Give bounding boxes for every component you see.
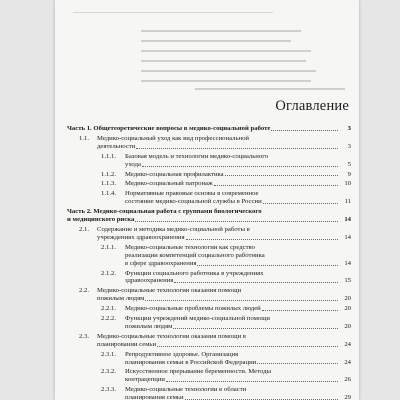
toc-entry-line [101, 315, 351, 323]
toc-entry[interactable] [67, 135, 351, 151]
toc-entry-title: Нормативные правовые основы в современное [125, 190, 259, 198]
book-page [55, 0, 359, 400]
faded-running-header [73, 12, 273, 13]
table-of-contents [67, 98, 351, 400]
faded-line [141, 40, 291, 42]
toc-entry-title: Часть 1. Общетеоретические вопросы в медико-социальной работе [67, 125, 271, 132]
toc-entry-line [67, 216, 351, 224]
toc-entry-line [101, 277, 351, 285]
toc-page-number: 3 [347, 142, 351, 150]
toc-entry[interactable] [67, 244, 351, 268]
toc-entry-number: 2.2. [79, 287, 90, 295]
toc-entry-line [79, 135, 351, 143]
toc-page-number: 14 [344, 216, 351, 224]
toc-leader-dots [225, 175, 338, 176]
toc-page-number: 5 [347, 160, 351, 168]
toc-entry-title: контрацепции [125, 376, 166, 384]
toc-entry-line [101, 260, 351, 268]
toc-entry-title: деятельности [97, 142, 136, 150]
toc-page-number: 9 [347, 170, 351, 178]
toc-entry-line [101, 305, 351, 313]
toc-list [67, 125, 351, 400]
toc-entry[interactable] [67, 315, 351, 331]
toc-entry-line [67, 125, 351, 133]
toc-entry-number: 1.1.3. [101, 180, 117, 188]
toc-entry-line [101, 386, 351, 394]
toc-leader-dots [135, 221, 338, 222]
toc-page-number: 20 [344, 305, 351, 313]
toc-entry-line [79, 341, 351, 349]
toc-entry-title: и медицинского риска [67, 216, 135, 224]
toc-leader-dots [263, 203, 338, 204]
toc-entry-line [101, 153, 351, 161]
toc-entry-title: Часть 2. Медико-социальная работа с группами биологического [67, 208, 262, 216]
toc-entry-title: Функции социального работника в учреждениях [125, 269, 264, 277]
toc-entry-line [79, 287, 351, 295]
toc-title: Оглавление [275, 98, 349, 114]
toc-entry[interactable] [67, 287, 351, 303]
toc-leader-dots [166, 381, 338, 382]
toc-entry-title: учреждениях здравоохранения [97, 233, 185, 241]
toc-entry-line [79, 234, 351, 242]
toc-entry-title: Медико-социальный патронаж [125, 180, 213, 188]
toc-entry-number: 2.3. [79, 332, 90, 340]
toc-entry-title: здравоохранения [125, 277, 174, 285]
toc-leader-dots [214, 185, 338, 186]
toc-entry-line [101, 376, 351, 384]
toc-entry-number: 1.1.1. [101, 152, 117, 160]
toc-entry-line [101, 270, 351, 278]
toc-entry-title: планирования семьи [125, 394, 184, 400]
toc-entry-title: Медико-социальные технологии как средство [125, 243, 256, 251]
toc-entry[interactable] [67, 351, 351, 367]
toc-page-number: 26 [344, 376, 351, 384]
toc-entry-title: состояние медико-социальной службы в России [125, 198, 262, 206]
toc-leader-dots [271, 130, 338, 131]
toc-entry-line [79, 295, 351, 303]
toc-entry-number: 1.1.4. [101, 190, 117, 198]
toc-entry[interactable] [67, 226, 351, 242]
toc-entry-title: ухода [125, 160, 141, 168]
toc-entry-line [101, 368, 351, 376]
toc-entry-title: Репродуктивное здоровье. Организация [125, 350, 239, 358]
faded-line [141, 30, 301, 32]
toc-leader-dots [136, 148, 338, 149]
toc-page-number: 20 [344, 295, 351, 303]
toc-leader-dots [173, 328, 338, 329]
toc-page-number: 11 [344, 198, 351, 206]
toc-entry-line [101, 323, 351, 331]
toc-entry-line [101, 161, 351, 169]
toc-page-number: 3 [347, 125, 351, 132]
toc-page-number: 10 [344, 180, 351, 188]
toc-leader-dots [262, 310, 338, 311]
toc-page-number: 24 [344, 358, 351, 366]
toc-entry-title: реализации компетенций социального работника [125, 251, 265, 259]
toc-entry-title: Медико-социальная профилактика [125, 170, 224, 178]
toc-entry[interactable] [67, 333, 351, 349]
toc-entry[interactable] [67, 190, 351, 206]
faded-previous-content [55, 0, 359, 96]
toc-entry-title: Функции учреждений медико-социальной помощи [125, 315, 271, 323]
toc-page-number: 14 [344, 233, 351, 241]
toc-entry-line [101, 394, 351, 400]
faded-line [141, 50, 311, 52]
toc-entry-title: пожилым людям [97, 295, 145, 303]
faded-line [141, 70, 316, 72]
toc-leader-dots [157, 346, 338, 347]
toc-entry-number: 2.1.2. [101, 269, 117, 277]
toc-entry-title: Медико-социальные проблемы пожилых людей [125, 305, 261, 313]
toc-entry[interactable] [67, 125, 351, 133]
toc-leader-dots [174, 282, 338, 283]
toc-entry-line [101, 244, 351, 252]
faded-line [141, 60, 306, 62]
toc-entry-number: 1.1.2. [101, 170, 117, 178]
toc-leader-dots [142, 166, 338, 167]
toc-page-number: 20 [344, 322, 351, 330]
toc-entry-title: Медико-социальные технологии оказания помощи в [97, 332, 246, 340]
toc-entry-line [101, 252, 351, 260]
toc-entry-title: пожилым людям [125, 322, 173, 330]
toc-entry-number: 2.2.1. [101, 305, 117, 313]
toc-entry-title: Медико-социальные технологии оказания помощи [97, 287, 242, 295]
faded-line [141, 80, 311, 82]
toc-entry-title: Медико-социальный уход как вид профессиональной [97, 134, 249, 142]
toc-entry-number: 2.1.1. [101, 243, 117, 251]
toc-entry-number: 2.3.3. [101, 386, 117, 394]
toc-entry-number: 2.2.2. [101, 315, 117, 323]
toc-entry-number: 2.3.1. [101, 350, 117, 358]
toc-entry-number: 2.3.2. [101, 368, 117, 376]
toc-entry-line [101, 359, 351, 367]
toc-entry-title: Содержание и методика медико-социальной работы в [97, 225, 250, 233]
toc-entry-number: 1.1. [79, 134, 90, 142]
toc-entry-line [101, 190, 351, 198]
toc-entry-title: Искусственное прерывание беременности. Методы [125, 368, 272, 376]
toc-entry-line [101, 171, 351, 179]
toc-entry-line [101, 180, 351, 188]
toc-entry-title: в сфере здравоохранения [125, 259, 197, 267]
toc-entry-number: 2.1. [79, 225, 90, 233]
toc-entry-title: Медико-социальные технологии в области [125, 386, 247, 394]
toc-entry[interactable] [67, 368, 351, 384]
toc-entry-line [79, 226, 351, 234]
toc-page-number: 15 [344, 277, 351, 285]
toc-entry[interactable] [67, 171, 351, 179]
toc-entry[interactable] [67, 208, 351, 224]
toc-page-number: 29 [344, 394, 351, 400]
toc-entry-line [79, 143, 351, 151]
toc-entry-title: планировании семьи [97, 340, 157, 348]
toc-entry-title: Базовая модель и технологии медико-социального [125, 152, 269, 160]
toc-entry[interactable] [67, 386, 351, 400]
toc-entry-line [67, 208, 351, 216]
toc-entry-line [101, 198, 351, 206]
toc-leader-dots [186, 239, 338, 240]
toc-page-number: 24 [344, 340, 351, 348]
toc-entry-title: планирования семьи в Российской Федерации [125, 358, 257, 366]
toc-leader-dots [197, 265, 338, 266]
toc-page-number: 14 [344, 259, 351, 267]
toc-entry-line [79, 333, 351, 341]
toc-entry[interactable] [67, 180, 351, 188]
toc-entry-line [101, 351, 351, 359]
toc-entry[interactable] [67, 270, 351, 286]
toc-entry[interactable] [67, 153, 351, 169]
toc-leader-dots [257, 363, 338, 364]
toc-entry[interactable] [67, 305, 351, 313]
toc-leader-dots [145, 300, 338, 301]
faded-line [195, 88, 345, 90]
